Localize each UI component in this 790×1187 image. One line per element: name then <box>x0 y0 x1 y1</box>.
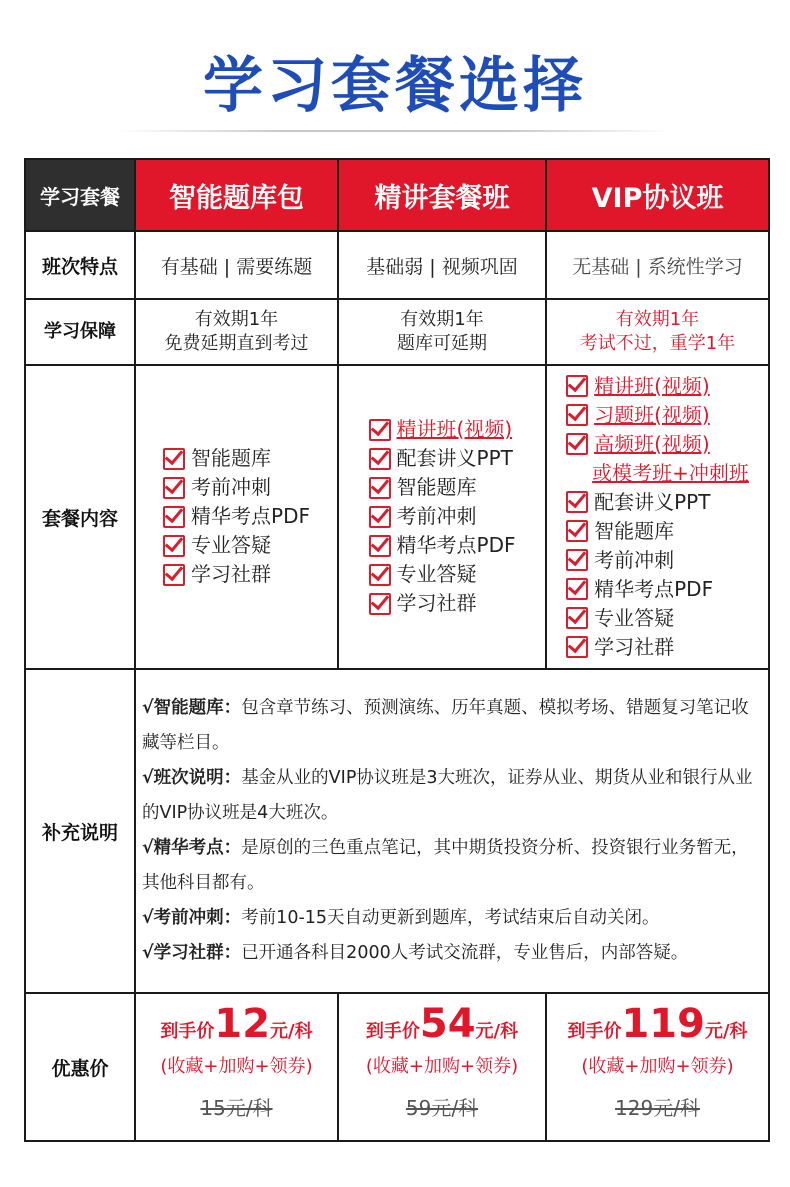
feature-basic: 有基础 | 需要练题 <box>135 231 338 299</box>
price-final <box>136 1001 337 1052</box>
supplement-notes <box>135 669 769 993</box>
price-basic <box>135 993 338 1141</box>
price-original: 15元/科 <box>200 1096 273 1120</box>
checkbox-checked-icon <box>163 564 185 586</box>
price-unit: 元/科 <box>270 1021 313 1042</box>
row-label-guarantee: 学习保障 <box>25 299 135 365</box>
supplement-item-text: 包含章节练习、预测演练、历年真题、模拟考场、错题复习笔记收藏等栏目。 <box>142 698 749 753</box>
plan-header-standard[interactable]: 精讲套餐班 <box>338 159 546 231</box>
checkbox-checked-icon <box>369 419 391 441</box>
contents-item <box>163 444 310 473</box>
contents-item-label: 配套讲义PPT <box>396 446 513 471</box>
contents-item <box>369 415 516 444</box>
contents-item <box>369 502 516 531</box>
plan-header-vip[interactable]: VIP协议班 <box>546 159 769 231</box>
contents-item-label: 配套讲义PPT <box>594 489 711 514</box>
feature-vip: 无基础 | 系统性学习 <box>546 231 769 299</box>
checkbox-checked-icon <box>566 549 588 571</box>
supplement-item <box>142 691 764 761</box>
row-label-features: 班次特点 <box>25 231 135 299</box>
checkbox-checked-icon <box>369 448 391 470</box>
checkbox-checked-icon <box>163 506 185 528</box>
contents-item <box>163 560 310 589</box>
contents-item <box>566 546 749 575</box>
checkbox-checked-icon <box>566 520 588 542</box>
checkbox-checked-icon <box>566 636 588 658</box>
contents-item <box>369 444 516 473</box>
supplement-item-head: √学习社群： <box>142 943 242 963</box>
contents-list-basic <box>163 444 310 589</box>
price-note: (收藏+加购+领券) <box>365 1056 519 1077</box>
contents-item <box>566 575 749 604</box>
checkbox-checked-icon <box>566 404 588 426</box>
supplement-row <box>25 669 769 993</box>
contents-item-label: 精讲班(视频) <box>396 417 513 442</box>
guarantee-standard <box>338 299 546 365</box>
contents-item-label: 习题班(视频) <box>594 402 710 427</box>
feature-standard: 基础弱 | 视频巩固 <box>338 231 546 299</box>
contents-item-continuation <box>566 459 749 488</box>
price-standard <box>338 993 546 1141</box>
supplement-item-text: 考前10-15天自动更新到题库，考试结束后自动关闭。 <box>241 908 660 928</box>
price-number: 119 <box>621 1001 705 1047</box>
header-row <box>25 159 769 231</box>
page-title: 学习套餐选择 <box>203 51 587 121</box>
price-prefix: 到手价 <box>567 1021 622 1042</box>
plan-header-basic[interactable]: 智能题库包 <box>135 159 338 231</box>
contents-item-label: 精华考点PDF <box>191 504 310 529</box>
supplement-item-text: 基金从业的VIP协议班是3大班次，证券从业、期货从业和银行从业的VIP协议班是4大班次。 <box>142 768 753 823</box>
contents-item-label: 智能题库 <box>594 518 675 543</box>
contents-item-label: 或模考班+冲刺班 <box>592 460 749 485</box>
guarantee-line: 有效期1年 <box>615 309 700 330</box>
checkbox-checked-icon <box>566 433 588 455</box>
price-final <box>339 1001 545 1052</box>
contents-item <box>163 473 310 502</box>
contents-item <box>369 589 516 618</box>
supplement-item <box>142 831 764 901</box>
guarantee-vip <box>546 299 769 365</box>
row-label-supplement: 补充说明 <box>25 669 135 993</box>
contents-item-label: 智能题库 <box>396 475 477 500</box>
guarantee-line: 有效期1年 <box>400 309 484 330</box>
checkbox-checked-icon <box>566 578 588 600</box>
contents-item-label: 学习社群 <box>396 591 477 616</box>
checkbox-checked-icon <box>163 448 185 470</box>
contents-item <box>369 473 516 502</box>
guarantee-row <box>25 299 769 365</box>
checkbox-checked-icon <box>369 535 391 557</box>
contents-item-label: 精讲班(视频) <box>594 373 710 398</box>
contents-list-standard <box>369 415 516 618</box>
price-prefix: 到手价 <box>160 1021 215 1042</box>
contents-item-label: 精华考点PDF <box>594 576 714 601</box>
contents-item <box>163 531 310 560</box>
contents-item <box>369 560 516 589</box>
contents-item-label: 专业答疑 <box>594 605 675 630</box>
contents-item <box>566 604 749 633</box>
supplement-item-head: √精华考点： <box>142 838 242 858</box>
contents-list-vip <box>566 372 749 662</box>
checkbox-checked-icon <box>163 477 185 499</box>
guarantee-line: 考试不过，重学1年 <box>579 333 736 354</box>
contents-item-label: 智能题库 <box>191 446 272 471</box>
price-original: 129元/科 <box>615 1096 700 1120</box>
supplement-item <box>142 936 764 971</box>
price-unit: 元/科 <box>704 1021 748 1042</box>
contents-item-label: 考前冲刺 <box>396 504 477 529</box>
title-divider <box>118 130 672 132</box>
contents-item <box>566 372 749 401</box>
checkbox-checked-icon <box>369 477 391 499</box>
price-original: 59元/科 <box>405 1096 479 1120</box>
price-number: 12 <box>214 1001 271 1047</box>
checkbox-checked-icon <box>566 375 588 397</box>
contents-row <box>25 365 769 669</box>
supplement-item-head: √班次说明： <box>142 768 242 788</box>
contents-basic <box>135 365 338 669</box>
row-label-contents: 套餐内容 <box>25 365 135 669</box>
supplement-item-text: 是原创的三色重点笔记，其中期货投资分析、投资银行业务暂无，其他科目都有。 <box>142 838 749 893</box>
contents-item-label: 考前冲刺 <box>191 475 272 500</box>
contents-item-label: 专业答疑 <box>396 562 477 587</box>
price-number: 54 <box>419 1001 476 1047</box>
row-label-price: 优惠价 <box>25 993 135 1141</box>
contents-item-label: 精华考点PDF <box>396 533 516 558</box>
checkbox-checked-icon <box>566 491 588 513</box>
contents-standard <box>338 365 546 669</box>
guarantee-basic <box>135 299 338 365</box>
checkbox-checked-icon <box>369 593 391 615</box>
price-unit: 元/科 <box>475 1021 519 1042</box>
supplement-item-head: √考前冲刺： <box>142 908 242 928</box>
price-prefix: 到手价 <box>365 1021 420 1042</box>
guarantee-line: 免费延期直到考过 <box>164 333 309 354</box>
contents-item-label: 专业答疑 <box>191 533 272 558</box>
contents-item <box>566 401 749 430</box>
price-vip <box>546 993 769 1141</box>
contents-item <box>163 502 310 531</box>
supplement-item <box>142 901 764 936</box>
checkbox-checked-icon <box>566 607 588 629</box>
contents-item <box>369 531 516 560</box>
supplement-item-text: 已开通各科目2000人考试交流群，专业售后，内部答疑。 <box>241 943 689 963</box>
checkbox-checked-icon <box>369 506 391 528</box>
checkbox-checked-icon <box>163 535 185 557</box>
plan-comparison-table <box>24 158 770 1142</box>
price-row <box>25 993 769 1141</box>
contents-item-label: 高频班(视频) <box>594 431 710 456</box>
contents-item <box>566 488 749 517</box>
supplement-item-head: √智能题库： <box>142 698 242 718</box>
price-final <box>547 1001 768 1052</box>
contents-item <box>566 633 749 662</box>
contents-item-label: 学习社群 <box>191 562 272 587</box>
contents-item <box>566 517 749 546</box>
contents-item <box>566 430 749 459</box>
features-row <box>25 231 769 299</box>
price-note: (收藏+加购+领券) <box>160 1056 313 1077</box>
supplement-item <box>142 761 764 831</box>
guarantee-line: 有效期1年 <box>194 309 279 330</box>
contents-item-label: 考前冲刺 <box>594 547 675 572</box>
checkbox-checked-icon <box>369 564 391 586</box>
header-corner: 学习套餐 <box>25 159 135 231</box>
guarantee-line: 题库可延期 <box>397 333 487 354</box>
price-note: (收藏+加购+领券) <box>581 1056 734 1077</box>
contents-vip <box>546 365 769 669</box>
contents-item-label: 学习社群 <box>594 634 675 659</box>
